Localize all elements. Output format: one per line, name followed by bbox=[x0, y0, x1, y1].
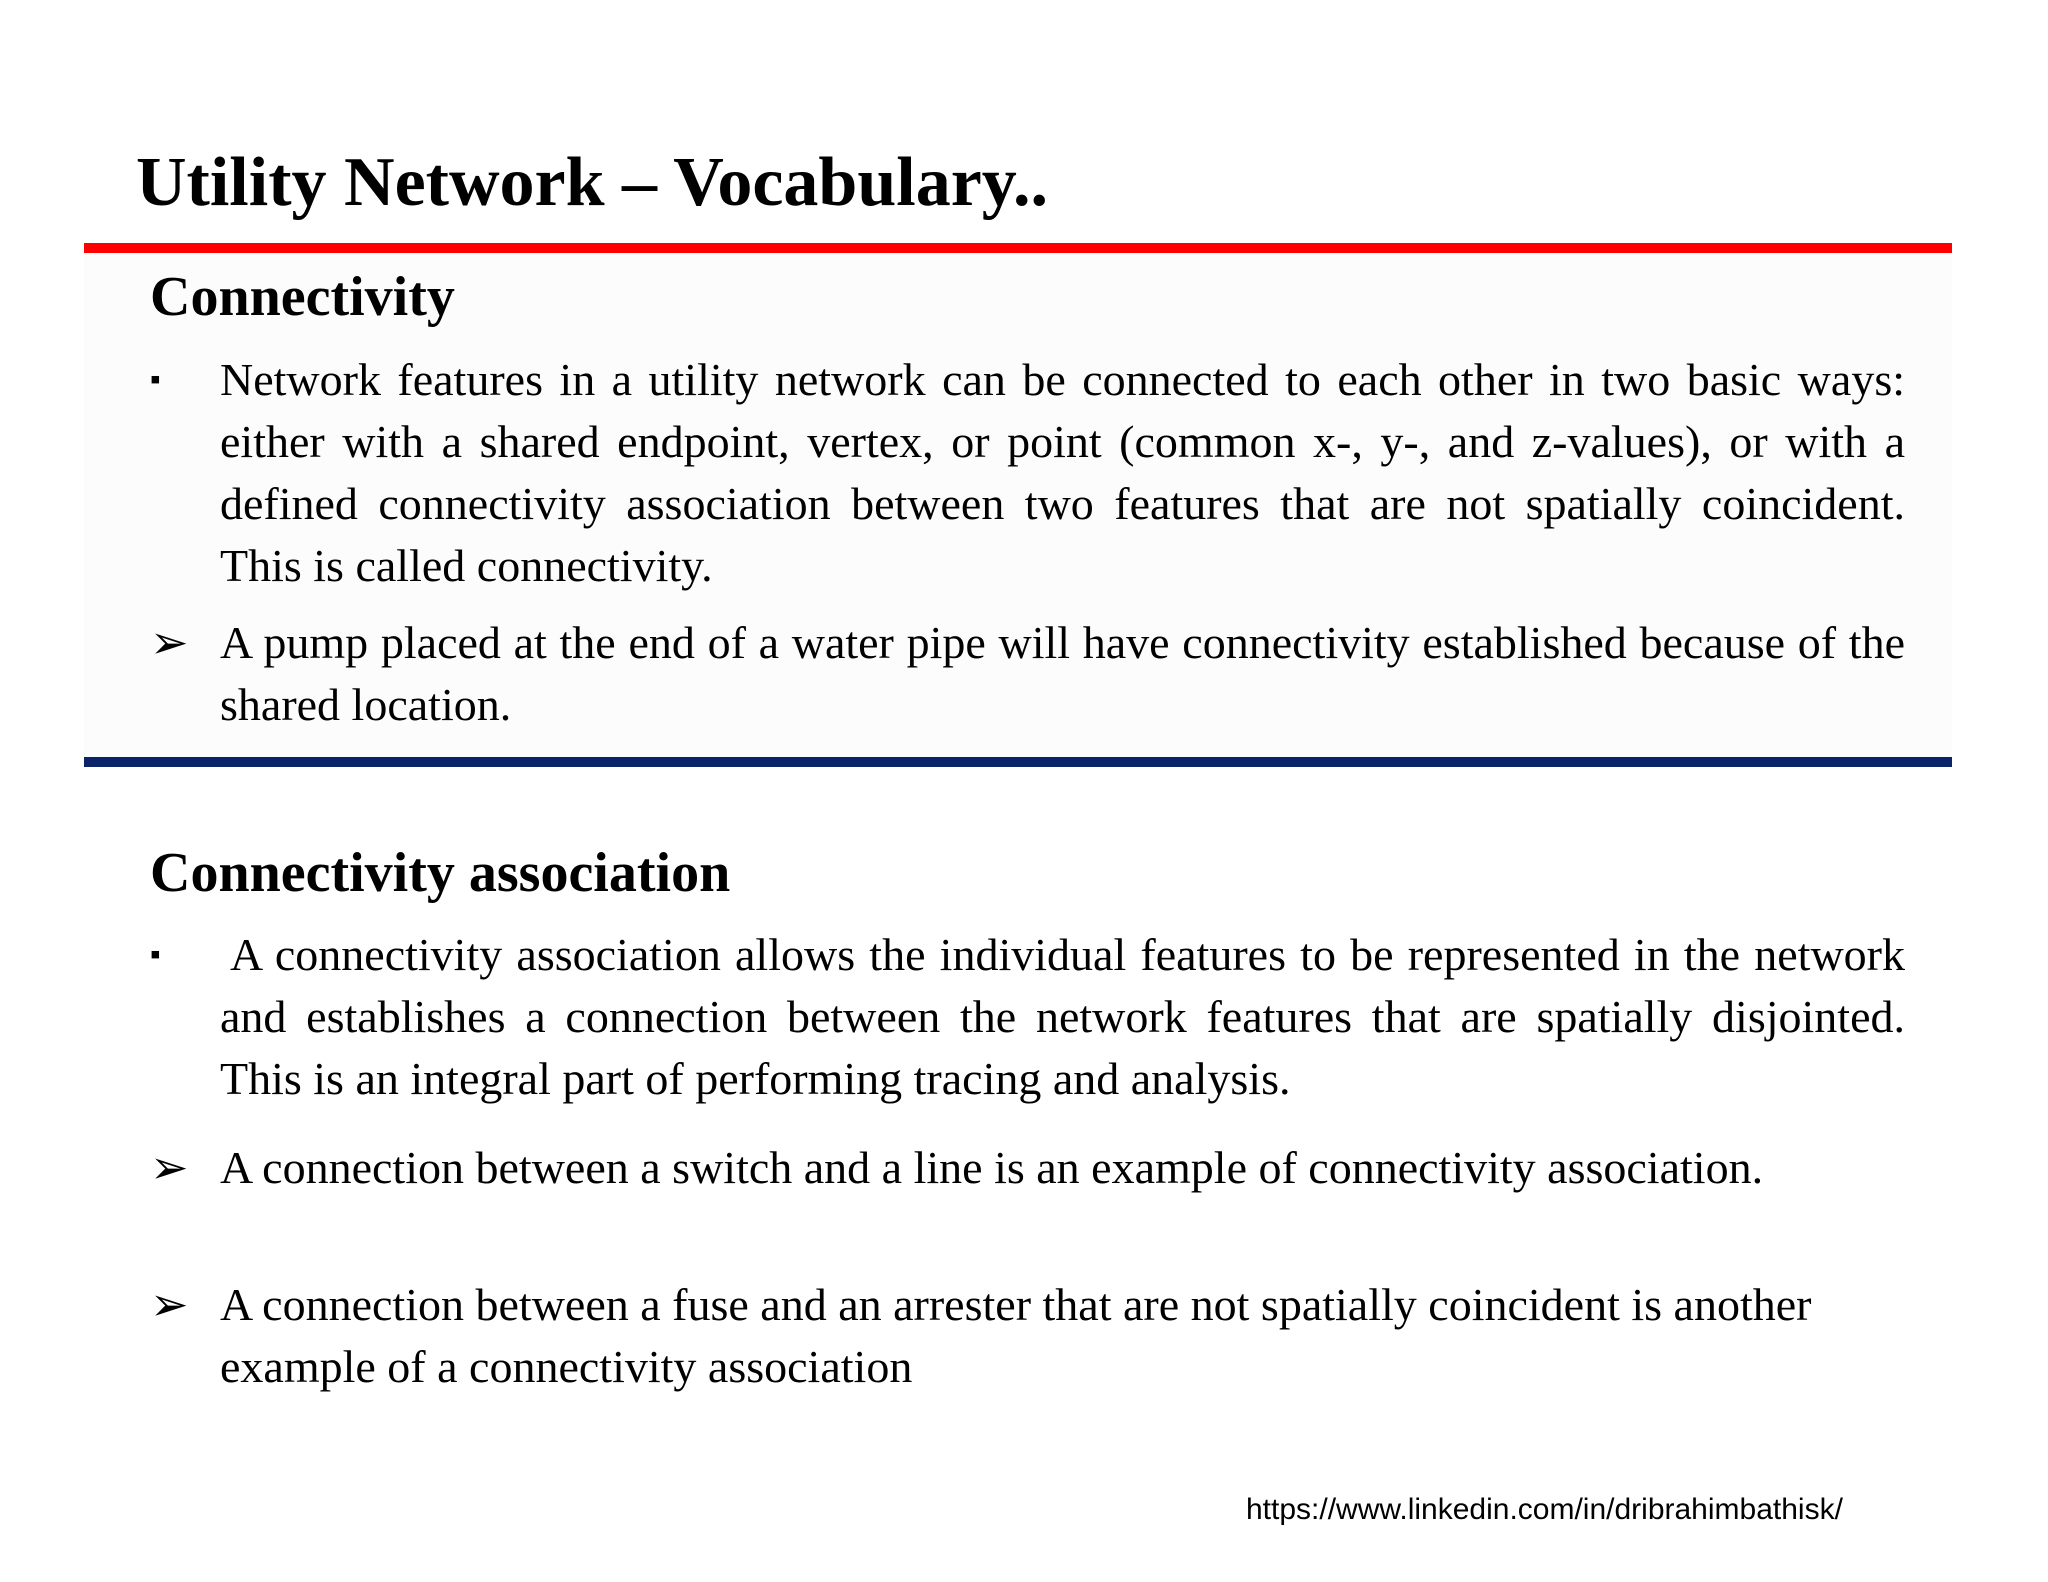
arrow-bullet-icon: ➢ bbox=[150, 617, 189, 668]
slide-title: Utility Network – Vocabulary.. bbox=[136, 144, 1048, 221]
section-heading-connectivity: Connectivity bbox=[150, 266, 455, 328]
list-item-text: A pump placed at the end of a water pipe will have connectivity established because of the shared location. bbox=[220, 617, 1905, 730]
arrow-bullet-icon: ➢ bbox=[150, 1279, 189, 1330]
list-item-text: Network features in a utility network can be connected to each other in two basic ways: either with a shared endpoint, vertex, or point (common x-, y-, and z-values), or with a defined connectivity association between two features that are not spatially coincident. This is called connectivity. bbox=[220, 354, 1905, 591]
list-item bbox=[150, 1137, 1905, 1199]
footer-link[interactable]: https://www.linkedin.com/in/dribrahimbathisk/ bbox=[1246, 1493, 1843, 1526]
arrow-bullet-icon: ➢ bbox=[150, 1142, 189, 1193]
list-item-text: A connectivity association allows the individual features to be represented in the network and establishes a connection between the network features that are spatially disjointed. This is an integral part of performing tracing and analysis. bbox=[220, 929, 1905, 1104]
square-bullet-icon: ▪ bbox=[150, 938, 161, 971]
list-item bbox=[150, 612, 1905, 736]
list-item-text: A connection between a switch and a line is an example of connectivity association. bbox=[220, 1142, 1764, 1193]
square-bullet-icon: ▪ bbox=[150, 363, 161, 396]
list-item bbox=[150, 349, 1905, 597]
list-item-text: A connection between a fuse and an arrester that are not spatially coincident is another example of a connectivity association bbox=[220, 1279, 1812, 1392]
section-divider-blue bbox=[84, 757, 1952, 767]
list-item bbox=[150, 1274, 1905, 1398]
section-heading-connectivity-association: Connectivity association bbox=[150, 842, 731, 904]
title-divider-red bbox=[84, 243, 1952, 253]
list-item bbox=[150, 924, 1905, 1110]
